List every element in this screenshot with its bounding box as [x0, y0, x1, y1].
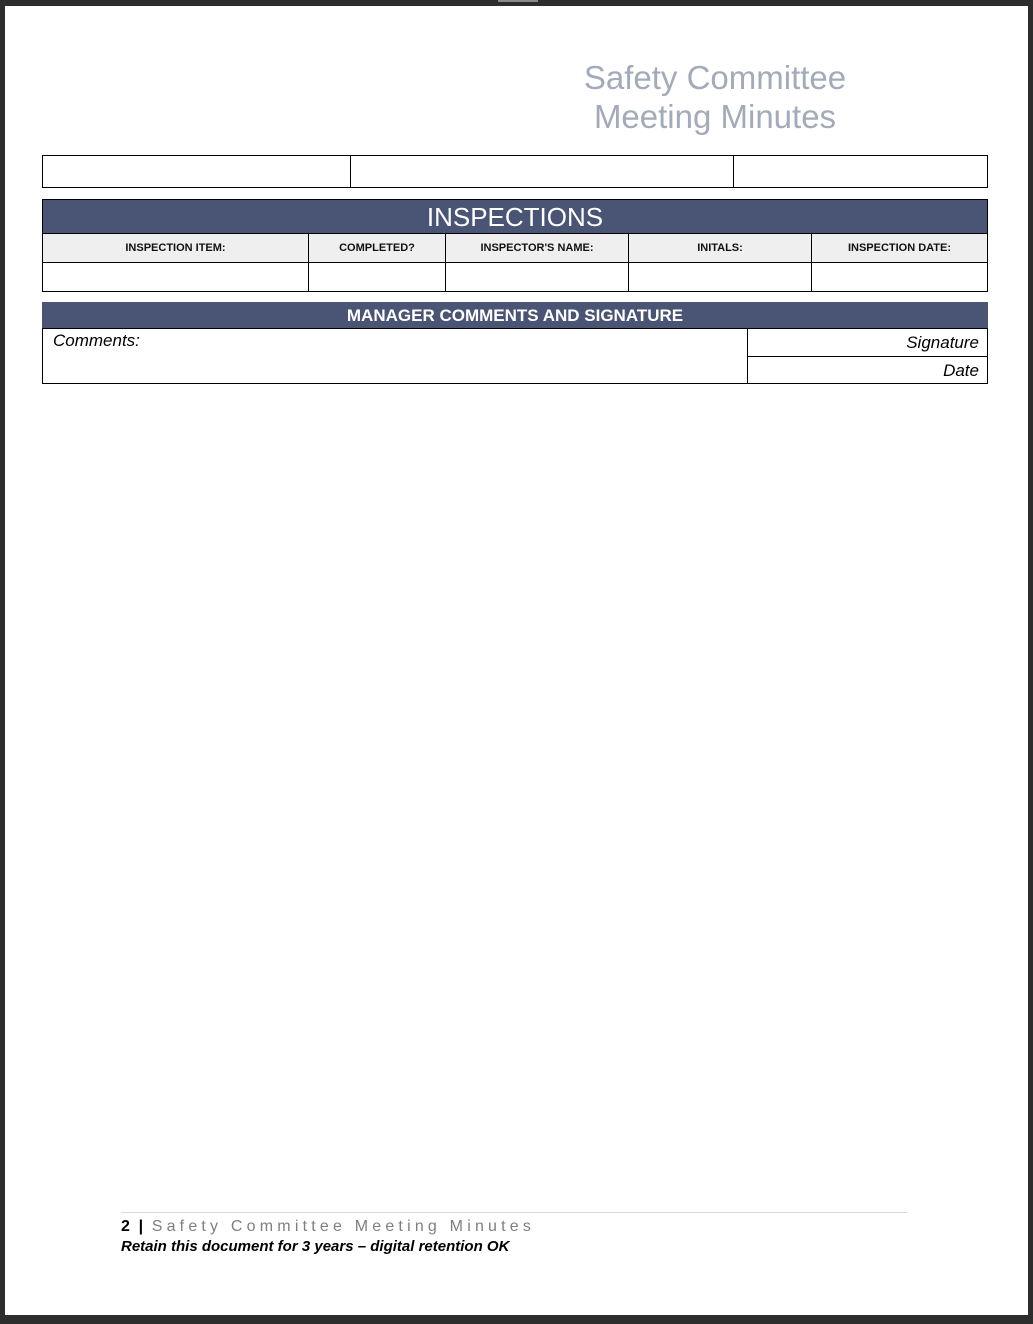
cell-completed[interactable]: [309, 263, 446, 291]
date-label: Date: [943, 360, 979, 380]
page-number: 2: [121, 1218, 130, 1235]
col-inspection-item: INSPECTION ITEM:: [43, 234, 309, 262]
viewer-top-tab: [498, 0, 538, 2]
cell-inspection-date[interactable]: [812, 263, 987, 291]
signature-label: Signature: [906, 333, 979, 352]
footer-running-header: [121, 1218, 907, 1236]
meeting-info-table: [42, 155, 988, 188]
col-inspection-date: INSPECTION DATE:: [847, 242, 952, 254]
document-title: [565, 58, 865, 136]
info-cell-2[interactable]: [351, 156, 734, 187]
document-page: [5, 6, 1028, 1315]
manager-body: [42, 328, 988, 384]
comments-label: Comments:: [53, 331, 140, 350]
info-cell-3[interactable]: [734, 156, 987, 187]
cell-initials[interactable]: [629, 263, 812, 291]
title-line-1: Safety Committee: [583, 59, 847, 96]
table-row: [43, 262, 987, 291]
date-field[interactable]: [748, 357, 987, 384]
manager-section: [42, 302, 988, 384]
info-cell-1[interactable]: [43, 156, 351, 187]
manager-section-title: MANAGER COMMENTS AND SIGNATURE: [42, 302, 988, 328]
retention-note: Retain this document for 3 years – digital retention OK: [121, 1238, 510, 1255]
col-inspector-name: INSPECTOR'S NAME:: [446, 234, 629, 262]
footer-running-title: Safety Committee Meeting Minutes: [151, 1218, 536, 1235]
cell-inspector-name[interactable]: [446, 263, 629, 291]
signature-field[interactable]: [748, 329, 987, 357]
col-completed: COMPLETED?: [309, 234, 446, 262]
signature-column: [748, 329, 987, 383]
footer-separator: |: [138, 1218, 144, 1235]
page-footer: [121, 1212, 907, 1255]
inspections-title: INSPECTIONS: [43, 200, 987, 233]
title-line-2: Meeting Minutes: [593, 98, 837, 135]
col-initials: INITALS:: [629, 234, 812, 262]
inspections-header-row: [43, 233, 987, 262]
inspections-table: [42, 199, 988, 292]
comments-field[interactable]: [43, 329, 748, 383]
cell-inspection-item[interactable]: [43, 263, 309, 291]
